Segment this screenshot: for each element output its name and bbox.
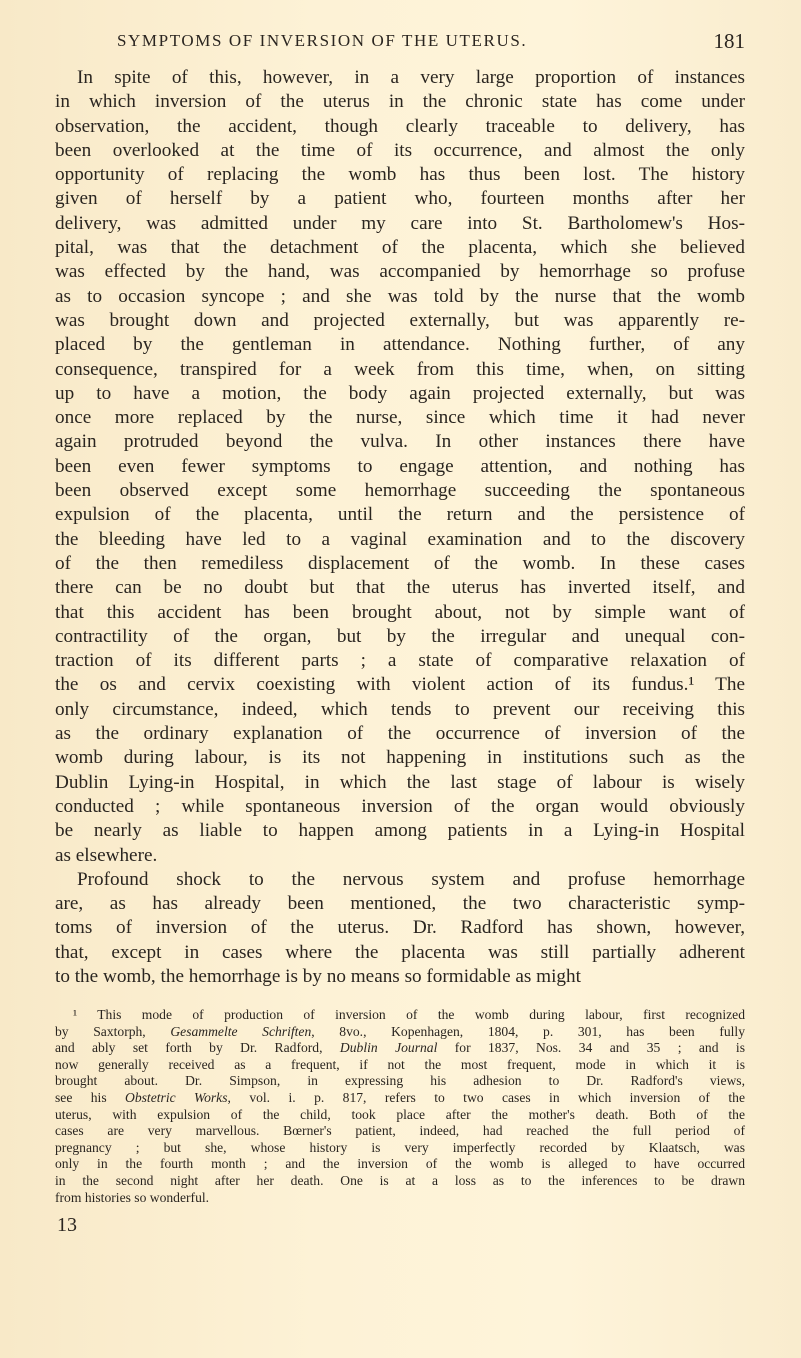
body-line: pital, was that the detachment of the placenta, which she believed <box>55 237 745 259</box>
body-line: given of herself by a patient who, fourteen months after her <box>55 188 745 210</box>
footnote-line: pregnancy ; but she, whose history is very imperfectly recorded by Klaatsch, was <box>55 1139 745 1155</box>
body-line: Profound shock to the nervous system and profuse hemorrhage <box>77 868 745 890</box>
body-line: placed by the gentleman in attendance. Nothing further, of any <box>55 334 745 356</box>
footnotes <box>55 1007 745 1206</box>
body-line: that, except in cases where the placenta was still partially adherent <box>55 941 745 963</box>
body-line: are, as has already been mentioned, the two characteristic symp- <box>55 893 745 915</box>
signature-mark: 13 <box>57 1214 77 1236</box>
running-title: SYMPTOMS OF INVERSION OF THE UTERUS. <box>117 31 528 50</box>
body-line: as to occasion syncope ; and she was told by the nurse that the womb <box>55 285 745 307</box>
body-line: womb during labour, is its not happening in institutions such as the <box>55 747 745 769</box>
body-line: in which inversion of the uterus in the chronic state has come under <box>55 91 745 113</box>
body-line: consequence, transpired for a week from this time, when, on sitting <box>55 358 745 380</box>
body-line: that this accident has been brought about, not by simple want of <box>55 601 745 623</box>
footnote-line: see his Obstetric Works, vol. i. p. 817, refers to two cases in which inversion of the <box>55 1089 745 1105</box>
body-line: of the then remediless displacement of the womb. In these cases <box>55 552 745 574</box>
page-number: 181 <box>713 29 745 53</box>
footnote-line: ¹ This mode of production of inversion of the womb during labour, first recognized <box>73 1007 745 1022</box>
body-line: Dublin Lying-in Hospital, in which the last stage of labour is wisely <box>55 771 745 793</box>
body-line: opportunity of replacing the womb has thus been lost. The history <box>55 164 745 186</box>
body-line: expulsion of the placenta, until the return and the persistence of <box>55 504 745 526</box>
body-line: the bleeding have led to a vaginal examination and to the discovery <box>55 528 745 550</box>
body-line: be nearly as liable to happen among patients in a Lying-in Hospital <box>55 820 745 842</box>
body-line: as the ordinary explanation of the occurrence of inversion of the <box>55 723 745 745</box>
body-line: contractility of the organ, but by the irregular and unequal con- <box>55 625 745 647</box>
footnote-line: uterus, with expulsion of the child, took place after the mother's death. Both of the <box>55 1106 745 1122</box>
running-header <box>117 31 745 55</box>
body-line: In spite of this, however, in a very large proportion of instances <box>77 67 745 88</box>
footnote-line: in the second night after her death. One is at a loss as to the inferences to be drawn <box>55 1172 745 1188</box>
body-line: the os and cervix coexisting with violent action of its fundus.¹ The <box>55 674 745 696</box>
footnote-line: and ably set forth by Dr. Radford, Dublin Journal for 1837, Nos. 34 and 35 ; and is <box>55 1040 745 1056</box>
body-line: observation, the accident, though clearly traceable to delivery, has <box>55 115 745 137</box>
body-line: once more replaced by the nurse, since which time it had never <box>55 407 745 429</box>
footnote-line: brought about. Dr. Simpson, in expressing his adhesion to Dr. Radford's views, <box>55 1073 745 1089</box>
body-line: been overlooked at the time of its occurrence, and almost the only <box>55 139 745 161</box>
body-line: traction of its different parts ; a state of comparative relaxation of <box>55 650 745 672</box>
footnote-line: by Saxtorph, Gesammelte Schriften, 8vo., Kopenhagen, 1804, p. 301, has been fully <box>55 1023 745 1039</box>
body-line: conducted ; while spontaneous inversion of the organ would obviously <box>55 795 745 817</box>
body-line: was brought down and projected externally, but was apparently re- <box>55 309 745 331</box>
body-line: up to have a motion, the body again projected externally, but was <box>55 382 745 404</box>
footnote-line: cases are very marvellous. Bœrner's patient, indeed, had reached the full period of <box>55 1123 745 1139</box>
body-line: delivery, was admitted under my care into St. Bartholomew's Hos- <box>55 212 745 234</box>
footnote-line: now generally received as a frequent, if not the most frequent, mode in which it is <box>55 1056 745 1072</box>
body-line: toms of inversion of the uterus. Dr. Radford has shown, however, <box>55 917 745 939</box>
body-line: again protruded beyond the vulva. In other instances there have <box>55 431 745 453</box>
body-text <box>55 66 745 989</box>
body-line: been even fewer symptoms to engage attention, and nothing has <box>55 455 745 477</box>
body-line: as elsewhere. <box>55 844 158 866</box>
body-line: only circumstance, indeed, which tends to prevent our receiving this <box>55 698 745 720</box>
body-line: there can be no doubt but that the uterus has inverted itself, and <box>55 577 745 599</box>
footnote-line: only in the fourth month ; and the inversion of the womb is alleged to have occurred <box>55 1156 745 1172</box>
body-line: to the womb, the hemorrhage is by no means so formidable as might <box>55 965 581 987</box>
body-line: been observed except some hemorrhage succeeding the spontaneous <box>55 480 745 502</box>
body-line: was effected by the hand, was accompanied by hemorrhage so profuse <box>55 261 745 283</box>
footnote-line: from histories so wonderful. <box>55 1189 210 1205</box>
